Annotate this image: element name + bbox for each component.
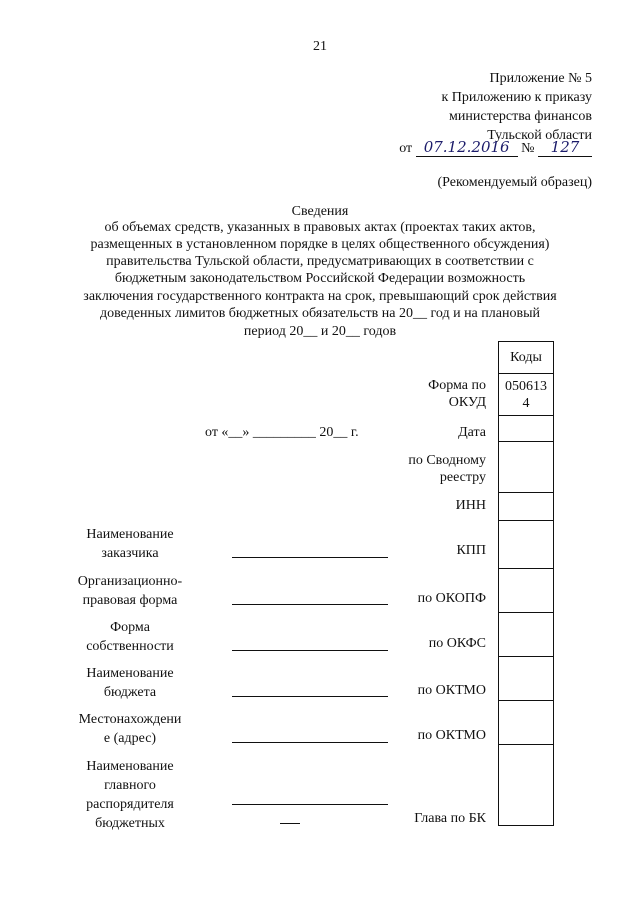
svod-label-line1: по Сводному (408, 453, 486, 468)
grbs-label-line4: бюджетных (95, 816, 165, 831)
grbs-label-line1: Наименование (86, 759, 174, 774)
glava-label: Глава по БК (414, 811, 486, 826)
svod-code-cell (499, 442, 554, 493)
date-label: Дата (458, 425, 486, 440)
title-line-3: правительства Тульской области, предусматривающих в соответствии с (106, 254, 534, 269)
inn-label: ИНН (455, 498, 486, 513)
location-fill-line[interactable] (232, 742, 388, 743)
budget-label-line1: Наименование (86, 666, 174, 681)
number-label: № (521, 141, 535, 156)
order-number-field (538, 140, 592, 157)
ownership-label-line1: Форма (110, 620, 150, 635)
opf-label (60, 572, 200, 610)
ownership-label-line2: собственности (86, 639, 174, 654)
oktmo2-code-cell (499, 701, 554, 745)
oktmo1-code-cell (499, 657, 554, 701)
appendix-line1: Приложение № 5 (489, 71, 592, 86)
opf-label-line2: правовая форма (82, 593, 178, 608)
document-heading: Сведения (291, 204, 349, 219)
opf-label-line1: Организационно- (77, 574, 183, 589)
date-code-cell (499, 416, 554, 442)
title-line-5: заключения государственного контракта на срок, превышающий срок действия (83, 289, 557, 304)
grbs-short-line (280, 823, 300, 824)
okopf-label: по ОКОПФ (417, 591, 486, 606)
title-line-4: бюджетным законодательством Российской Федерации возможность (114, 271, 526, 286)
glava-code-cell (499, 745, 554, 826)
budget-label (60, 664, 200, 702)
title-line-7: период 20__ и 20__ годов (243, 324, 397, 339)
page-number: 21 (313, 39, 327, 54)
ownership-label (60, 618, 200, 656)
location-label-line1: Местонахождени (78, 712, 182, 727)
customer-label-line2: заказчика (101, 546, 159, 561)
customer-label-line1: Наименование (86, 527, 174, 542)
okud-label-line2: ОКУД (448, 395, 486, 410)
budget-fill-line[interactable] (232, 696, 388, 697)
kpp-label: КПП (456, 543, 486, 558)
svod-label-line2: реестру (439, 470, 486, 485)
okud-label-line1: Форма по (428, 378, 486, 393)
order-date-field (416, 140, 518, 157)
opf-fill-line[interactable] (232, 604, 388, 605)
ownership-fill-line[interactable] (232, 650, 388, 651)
okud-code-line2: 4 (522, 395, 530, 411)
recommended-sample: (Рекомендуемый образец) (437, 175, 592, 190)
order-date-handwritten: 07.12.2016 (423, 138, 510, 156)
codes-table (498, 341, 554, 826)
grbs-label-line3: распорядителя (86, 797, 174, 812)
appendix-line2: к Приложению к приказу (441, 90, 592, 105)
title-line-1: об объемах средств, указанных в правовых актах (проектах таких актов, (104, 220, 536, 235)
appendix-line4: Тульской области (487, 128, 592, 143)
budget-label-line2: бюджета (103, 685, 157, 700)
customer-fill-line[interactable] (232, 557, 388, 558)
grbs-label-line2: главного (104, 778, 156, 793)
from-label: от (399, 141, 413, 156)
report-date-line: от «__» _________ 20__ г. (205, 425, 359, 440)
appendix-line3: министерства финансов (449, 109, 592, 124)
oktmo1-label: по ОКТМО (417, 683, 486, 698)
location-label-line2: е (адрес) (103, 731, 157, 746)
oktmo2-label: по ОКТМО (417, 728, 486, 743)
okfs-code-cell (499, 613, 554, 657)
codes-header: Коды (499, 342, 554, 374)
okud-code-cell (499, 374, 554, 416)
order-date-number (399, 140, 592, 157)
title-line-6: доведенных лимитов бюджетных обязательств на 20__ год и на плановый (100, 306, 540, 321)
grbs-fill-line[interactable] (232, 804, 388, 805)
grbs-label (60, 757, 200, 833)
kpp-code-cell (499, 521, 554, 569)
order-number-handwritten: 127 (550, 138, 580, 156)
okopf-code-cell (499, 569, 554, 613)
inn-code-cell (499, 493, 554, 521)
title-line-2: размещенных в установленном порядке в целях общественного обсуждения) (90, 237, 550, 252)
okfs-label: по ОКФС (428, 636, 486, 651)
customer-label (60, 525, 200, 563)
location-label (60, 710, 200, 748)
okud-code-line1: 050613 (505, 378, 547, 394)
